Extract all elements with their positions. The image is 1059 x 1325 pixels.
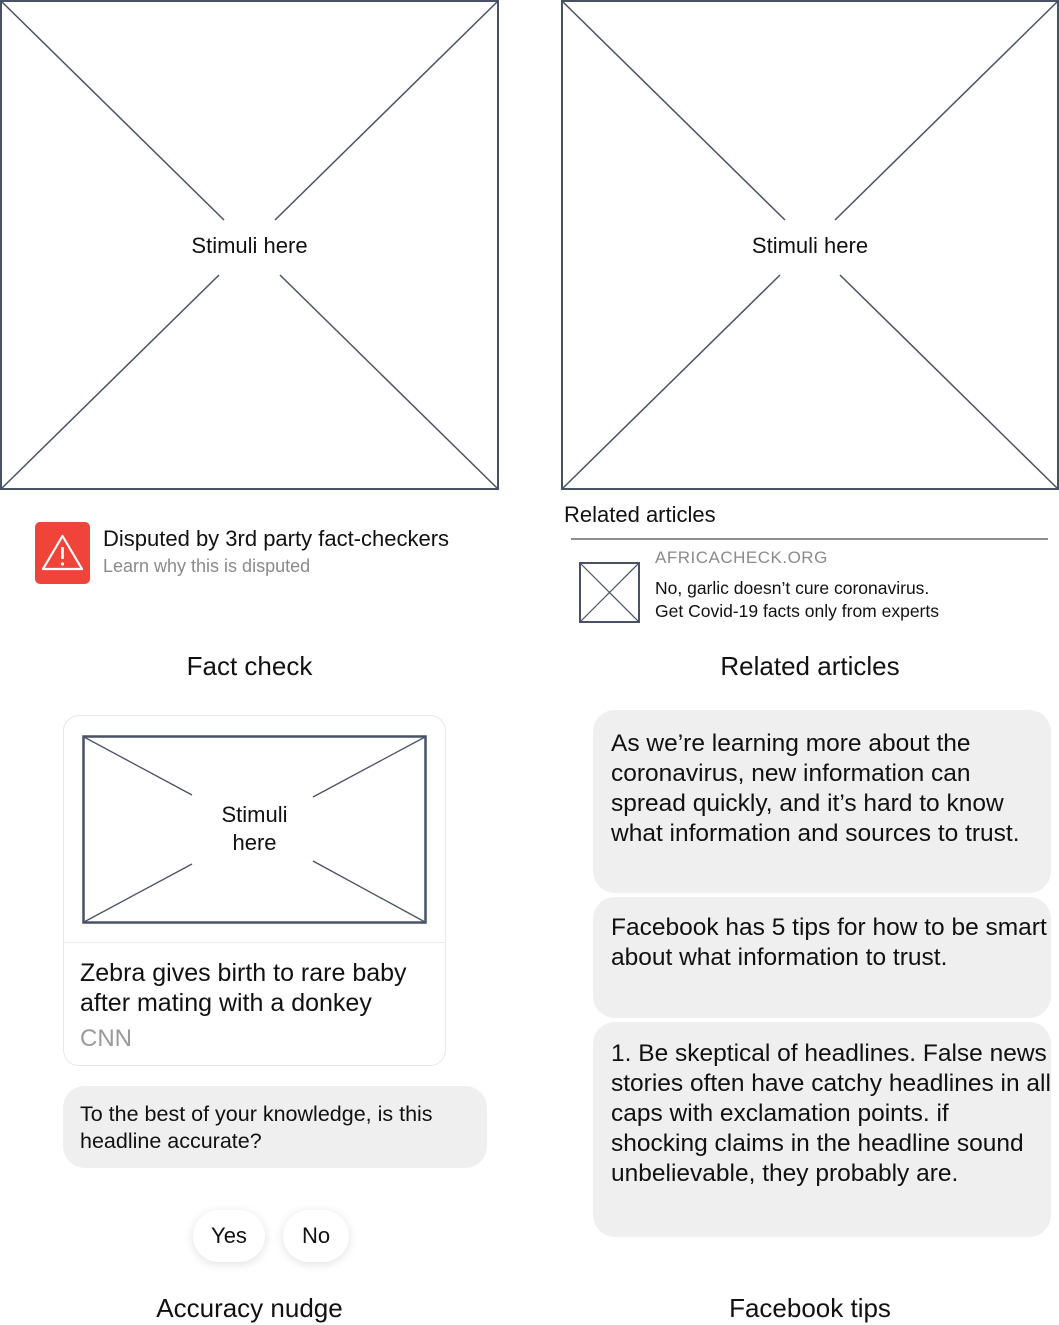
tip-text-2: Facebook has 5 tips for how to be smart about what information to trust. (611, 914, 1047, 971)
warning-triangle-icon (35, 522, 90, 584)
tip-text-3: 1. Be skeptical of headlines. False news stories often have catchy headlines in all caps with exclamation points. if shocking claims in the headline sound unbelievable, they probably are. (611, 1040, 1051, 1187)
article-line-1: No, garlic doesn’t cure coronavirus. (655, 578, 930, 598)
stimuli-label (82, 801, 427, 857)
warning-badge (35, 522, 90, 584)
stimuli-label-line-2: here (232, 830, 277, 855)
no-button[interactable]: No (283, 1210, 349, 1262)
stimuli-placeholder-related-articles (561, 0, 1059, 490)
disputed-title: Disputed by 3rd party fact-checkers (103, 526, 450, 551)
tip-text-1: As we’re learning more about the coronavirus, new information can spread quickly, and it’s hard to know what information and sources to trust. (611, 730, 1020, 847)
stimuli-placeholder-fact-check (0, 0, 499, 490)
news-source: CNN (80, 1025, 132, 1052)
article-line-2: Get Covid-19 facts only from experts (655, 601, 939, 621)
article-source: AFRICACHECK.ORG (655, 548, 828, 567)
news-headline: Zebra gives birth to rare baby after mating with a donkey (80, 959, 407, 1017)
caption-accuracy-nudge: Accuracy nudge (156, 1293, 343, 1323)
caption-fact-check: Fact check (186, 651, 313, 681)
article-title[interactable] (655, 577, 939, 623)
article-thumbnail-icon (579, 562, 640, 623)
accuracy-question: To the best of your knowledge, is this headline accurate? (80, 1102, 433, 1153)
divider (571, 538, 1048, 540)
learn-why-link[interactable]: Learn why this is disputed (103, 556, 311, 576)
stimuli-label: Stimuli here (751, 233, 869, 258)
yes-button[interactable]: Yes (193, 1210, 265, 1262)
related-articles-header: Related articles (564, 502, 716, 527)
caption-facebook-tips: Facebook tips (729, 1293, 891, 1323)
stimuli-placeholder-accuracy-nudge (82, 735, 427, 924)
stimuli-label: Stimuli here (191, 233, 308, 258)
stimuli-label-line-1: Stimuli (221, 802, 288, 827)
card-divider (64, 942, 445, 943)
caption-related-articles: Related articles (720, 651, 900, 681)
